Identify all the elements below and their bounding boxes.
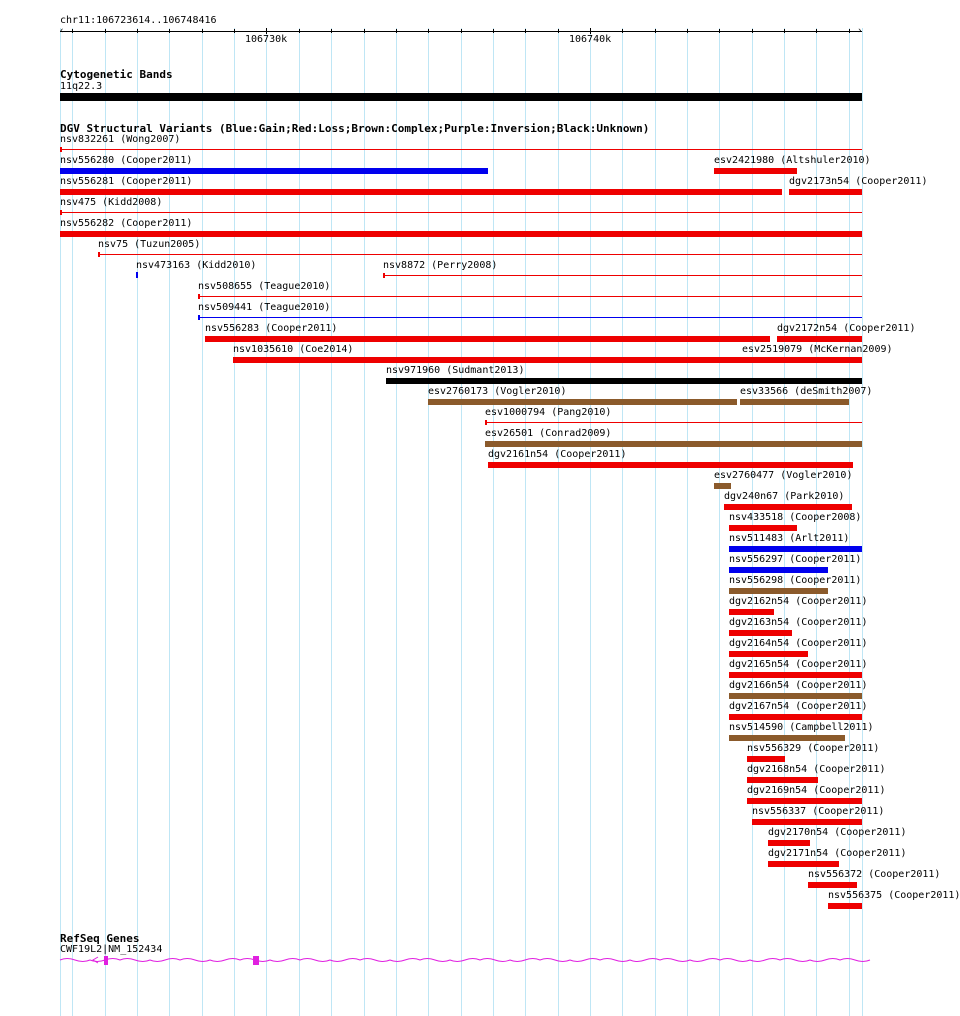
sv-feature-loss[interactable]: [747, 756, 785, 762]
gene-exon[interactable]: [104, 956, 108, 965]
ruler-tick-label: 106730k: [245, 34, 288, 45]
cytoband-bar[interactable]: [60, 93, 862, 101]
sv-label: nsv433518 (Cooper2008): [729, 512, 862, 523]
sv-label: dgv2171n54 (Cooper2011): [768, 848, 907, 859]
gene-strand-arrow-icon: [93, 957, 98, 963]
sv-label: nsv509441 (Teague2010): [198, 302, 331, 313]
sv-label: nsv508655 (Teague2010): [198, 281, 331, 292]
sv-feature-loss[interactable]: [729, 609, 774, 615]
sv-label: esv2760173 (Vogler2010): [428, 386, 567, 397]
sv-label: dgv2168n54 (Cooper2011): [747, 764, 886, 775]
sv-feature-loss[interactable]: [747, 798, 862, 804]
sv-feature-gain[interactable]: [136, 272, 138, 278]
gene-intron-line: [60, 959, 870, 962]
dgv-track-title: DGV Structural Variants (Blue:Gain;Red:Loss;Brown:Complex;Purple:Inversion;Black:Unknown): [60, 122, 650, 135]
sv-feature-loss[interactable]: [233, 357, 742, 363]
ruler-tick: [622, 29, 623, 33]
ruler-tick: [331, 29, 332, 33]
sv-feature-loss[interactable]: [205, 336, 770, 342]
sv-feature-loss[interactable]: [60, 149, 862, 150]
sv-label: dgv2167n54 (Cooper2011): [729, 701, 868, 712]
sv-feature-gain[interactable]: [729, 546, 862, 552]
sv-feature-loss[interactable]: [729, 672, 862, 678]
ruler-coordinates: chr11:106723614..106748416: [60, 15, 217, 26]
sv-feature-unknown[interactable]: [386, 378, 862, 384]
sv-feature-gain[interactable]: [729, 567, 828, 573]
sv-feature-loss[interactable]: [747, 777, 818, 783]
sv-label: nsv556297 (Cooper2011): [729, 554, 862, 565]
sv-feature-loss[interactable]: [768, 840, 810, 846]
sv-feature-loss[interactable]: [828, 903, 862, 909]
cytoband-track-title: Cytogenetic Bands: [60, 68, 173, 81]
sv-label: dgv2164n54 (Cooper2011): [729, 638, 868, 649]
sv-feature-loss[interactable]: [383, 275, 862, 276]
sv-feature-loss[interactable]: [485, 422, 862, 423]
sv-feature-loss[interactable]: [60, 212, 862, 213]
sv-label: dgv2173n54 (Cooper2011): [789, 176, 928, 187]
sv-label: esv2421980 (Altshuler2010): [714, 155, 871, 166]
refseq-track-title: RefSeq Genes: [60, 932, 140, 945]
sv-label: nsv475 (Kidd2008): [60, 197, 163, 208]
sv-feature-loss[interactable]: [198, 296, 862, 297]
ruler-tick: [719, 29, 720, 33]
sv-label: dgv2166n54 (Cooper2011): [729, 680, 868, 691]
ruler-tick: [72, 29, 73, 33]
sv-feature-complex[interactable]: [485, 441, 862, 447]
sv-feature-loss[interactable]: [60, 189, 782, 195]
sv-feature-complex[interactable]: [740, 399, 849, 405]
sv-label: nsv832261 (Wong2007): [60, 134, 181, 145]
sv-feature-loss[interactable]: [724, 504, 852, 510]
sv-label: nsv556282 (Cooper2011): [60, 218, 193, 229]
sv-feature-complex[interactable]: [729, 735, 845, 741]
sv-label: esv2760477 (Vogler2010): [714, 470, 853, 481]
sv-feature-loss[interactable]: [729, 651, 808, 657]
sv-label: nsv1035610 (Coe2014): [233, 344, 354, 355]
sv-label: nsv971960 (Sudmant2013): [386, 365, 525, 376]
sv-label: dgv2163n54 (Cooper2011): [729, 617, 868, 628]
ruler-tick: [396, 29, 397, 33]
sv-feature-complex[interactable]: [729, 588, 828, 594]
sv-feature-complex[interactable]: [428, 399, 737, 405]
sv-feature-loss[interactable]: [777, 336, 862, 342]
sv-label: nsv473163 (Kidd2010): [136, 260, 257, 271]
sv-feature-loss[interactable]: [729, 525, 797, 531]
sv-label: dgv2161n54 (Cooper2011): [488, 449, 627, 460]
sv-feature-gain[interactable]: [60, 168, 488, 174]
sv-feature-loss[interactable]: [98, 254, 862, 255]
sv-label: nsv556375 (Cooper2011): [828, 890, 960, 901]
sv-label: nsv514590 (Campbell2011): [729, 722, 874, 733]
sv-feature-loss[interactable]: [789, 189, 862, 195]
sv-feature-complex[interactable]: [714, 483, 731, 489]
sv-label: esv26501 (Conrad2009): [485, 428, 612, 439]
ruler-tick: [364, 29, 365, 33]
ruler-tick: [137, 29, 138, 33]
sv-label: nsv556281 (Cooper2011): [60, 176, 193, 187]
ruler-tick-label: 106740k: [569, 34, 612, 45]
ruler-tick: [816, 29, 817, 33]
ruler-tick: [202, 29, 203, 33]
sv-label: nsv511483 (Arlt2011): [729, 533, 850, 544]
gene-exon[interactable]: [253, 956, 259, 965]
sv-feature-loss[interactable]: [768, 861, 839, 867]
sv-label: nsv556283 (Cooper2011): [205, 323, 338, 334]
sv-feature-loss[interactable]: [714, 168, 797, 174]
ruler-tick: [461, 29, 462, 33]
ruler-tick: [525, 29, 526, 33]
sv-feature-gain[interactable]: [198, 317, 862, 318]
sv-label: nsv556337 (Cooper2011): [752, 806, 885, 817]
ruler-tick: [687, 29, 688, 33]
sv-label: dgv2165n54 (Cooper2011): [729, 659, 868, 670]
refseq-gene-label: CWF19L2|NM_152434: [60, 944, 163, 955]
ruler-tick: [849, 29, 850, 33]
sv-label: esv33566 (deSmith2007): [740, 386, 873, 397]
sv-label: nsv556329 (Cooper2011): [747, 743, 880, 754]
ruler-tick: [558, 29, 559, 33]
sv-feature-loss[interactable]: [742, 357, 862, 363]
sv-label: dgv240n67 (Park2010): [724, 491, 845, 502]
sv-feature-loss[interactable]: [729, 630, 792, 636]
sv-label: nsv75 (Tuzun2005): [98, 239, 201, 250]
ruler-tick: [752, 29, 753, 33]
refseq-gene-model[interactable]: [0, 950, 890, 970]
ruler-tick: [299, 29, 300, 33]
sv-label: dgv2172n54 (Cooper2011): [777, 323, 916, 334]
sv-label: nsv556298 (Cooper2011): [729, 575, 862, 586]
sv-feature-loss[interactable]: [752, 819, 862, 825]
sv-feature-complex[interactable]: [729, 693, 862, 699]
ruler-tick: [784, 29, 785, 33]
ruler-tick: [234, 29, 235, 33]
ruler-tick: [493, 29, 494, 33]
sv-feature-loss[interactable]: [729, 714, 862, 720]
sv-feature-loss[interactable]: [60, 231, 862, 237]
sv-label: dgv2169n54 (Cooper2011): [747, 785, 886, 796]
ruler-tick: [105, 29, 106, 33]
sv-label: dgv2162n54 (Cooper2011): [729, 596, 868, 607]
sv-label: nsv556372 (Cooper2011): [808, 869, 941, 880]
ruler-tick: [428, 29, 429, 33]
sv-label: esv2519079 (McKernan2009): [742, 344, 893, 355]
sv-label: nsv556280 (Cooper2011): [60, 155, 193, 166]
sv-feature-loss[interactable]: [808, 882, 857, 888]
sv-label: nsv8872 (Perry2008): [383, 260, 498, 271]
ruler-tick: [169, 29, 170, 33]
sv-feature-loss[interactable]: [488, 462, 853, 468]
sv-label: dgv2170n54 (Cooper2011): [768, 827, 907, 838]
ruler-right-arrow: ›: [857, 26, 863, 36]
cytoband-label: 11q22.3: [60, 81, 103, 92]
sv-label: esv1000794 (Pang2010): [485, 407, 612, 418]
ruler-left-arrow: ‹: [59, 26, 65, 36]
ruler-tick: [655, 29, 656, 33]
